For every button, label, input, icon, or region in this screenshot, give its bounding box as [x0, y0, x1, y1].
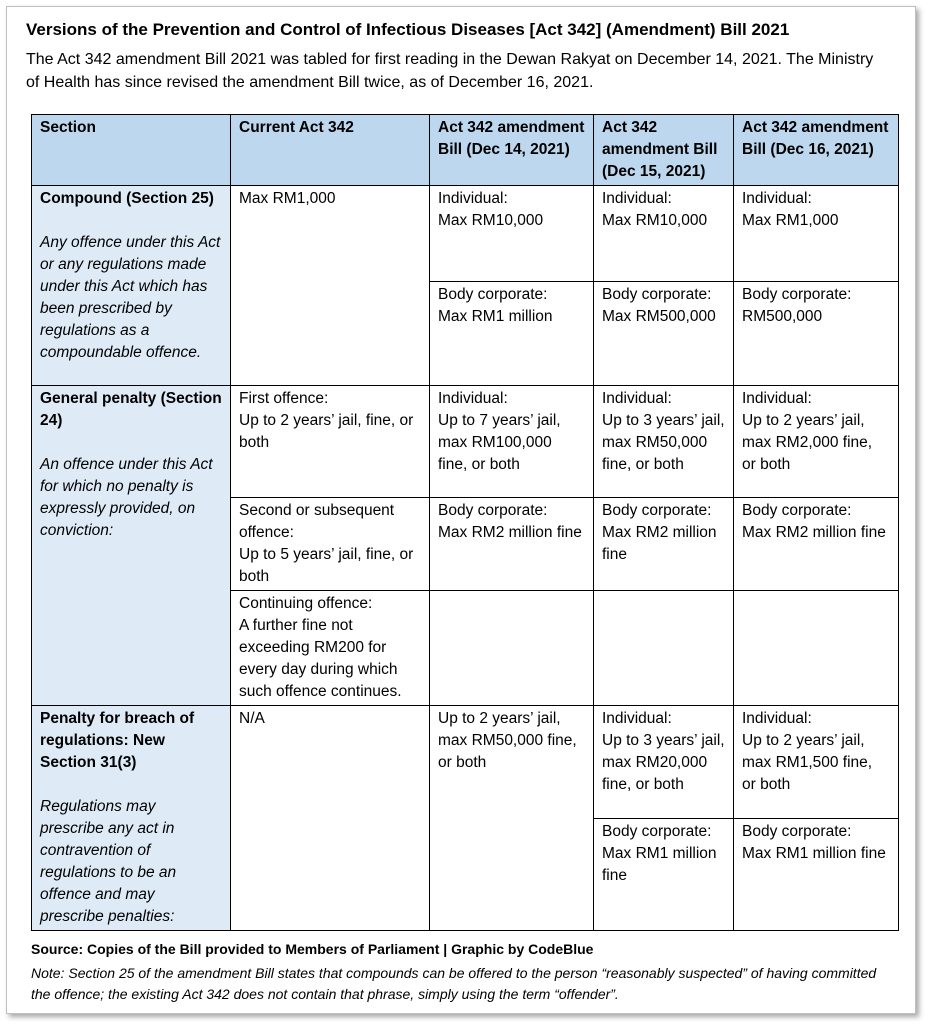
cell-value: Max RM1 million fine: [602, 844, 717, 884]
comparison-table: [31, 114, 899, 931]
cell-compound-ind-dec15: [594, 186, 734, 282]
cell-value: Max RM2 million fine: [742, 524, 886, 541]
cell-label: Second or subsequent offence:: [239, 502, 395, 541]
cell-label: Body corporate:: [742, 502, 852, 519]
header-section: Section: [32, 115, 231, 186]
cell-label: Body corporate:: [602, 502, 712, 519]
cell-label: Individual:: [602, 190, 672, 207]
cell-value: Max RM2 million fine: [602, 524, 717, 563]
cell-label: Individual:: [602, 710, 672, 727]
section-description: Any offence under this Act or any regulations made under this Act which has been prescribed by regulations as a compoundable offence.: [40, 234, 221, 361]
cell-general-continuing-dec16: [734, 591, 899, 706]
cell-value: Max RM1 million: [438, 308, 553, 325]
table-header-row: [32, 115, 899, 186]
cell-general-first-current: [231, 386, 430, 498]
source-line: Source: Copies of the Bill provided to Members of Parliament | Graphic by CodeBlue: [31, 941, 594, 957]
cell-label: Individual:: [438, 190, 508, 207]
cell-label: First offence:: [239, 390, 329, 407]
section-title: General penalty (Section 24): [40, 390, 222, 429]
header-dec16: Act 342 amendment Bill (Dec 16, 2021): [734, 115, 899, 186]
page-title: Versions of the Prevention and Control of Infectious Diseases [Act 342] (Amendment) Bill 2021: [26, 20, 790, 39]
section-title: Penalty for breach of regulations: New Section 31(3): [40, 710, 195, 771]
cell-general-continuing-dec15: [594, 591, 734, 706]
cell-compound-bc-dec15: [594, 282, 734, 386]
cell-compound-bc-dec14: [430, 282, 594, 386]
section-general-penalty: [32, 386, 231, 706]
cell-breach-ind-dec15: [594, 706, 734, 819]
cell-value: Up to 3 years’ jail, max RM50,000 fine, or both: [602, 412, 725, 473]
cell-general-continuing-dec14: [430, 591, 594, 706]
cell-value: A further fine not exceeding RM200 for every day during which such offence continues.: [239, 617, 402, 700]
section-description: Regulations may prescribe any act in contravention of regulations to be an offence and may prescribe penalties:: [40, 798, 177, 925]
cell-value: Max RM500,000: [602, 308, 716, 325]
cell-general-second-dec16: [734, 498, 899, 591]
cell-breach-ind-dec16: [734, 706, 899, 819]
section-breach-regulations: [32, 706, 231, 931]
cell-value: RM500,000: [742, 308, 823, 325]
cell-breach-bc-dec16: [734, 818, 899, 931]
table-row: [32, 386, 899, 498]
cell-value: Up to 3 years’ jail, max RM20,000 fine, or both: [602, 732, 725, 793]
cell-compound-bc-dec16: [734, 282, 899, 386]
section-description: An offence under this Act for which no penalty is expressly provided, on conviction:: [40, 456, 213, 539]
cell-label: Individual:: [742, 390, 812, 407]
footnote: Note: Section 25 of the amendment Bill states that compounds can be offered to the person “reasonably suspected” of having committed the offence; the existing Act 342 does not contain that phrase, simply using the term “offender”.: [31, 965, 877, 1002]
cell-general-second-dec15: [594, 498, 734, 591]
cell-value: Up to 5 years’ jail, fine, or both: [239, 546, 414, 585]
cell-general-first-dec16: [734, 386, 899, 498]
cell-value: Max RM10,000: [438, 212, 544, 229]
cell-compound-current: Max RM1,000: [231, 186, 430, 386]
cell-general-second-dec14: [430, 498, 594, 591]
table-row: [32, 186, 899, 282]
cell-label: Continuing offence:: [239, 595, 373, 612]
cell-value: Max RM1 million fine: [742, 844, 886, 862]
cell-label: Body corporate:: [438, 286, 548, 303]
cell-value: Max RM1,000: [742, 212, 839, 229]
section-compound: [32, 186, 231, 386]
cell-breach-bc-dec15: [594, 818, 734, 931]
cell-general-first-dec14: [430, 386, 594, 498]
header-dec15: Act 342 amendment Bill (Dec 15, 2021): [594, 115, 734, 186]
cell-general-first-dec15: [594, 386, 734, 498]
header-current: Current Act 342: [231, 115, 430, 186]
intro-text: The Act 342 amendment Bill 2021 was tabled for first reading in the Dewan Rakyat on December 14, 2021. The Ministry of Health has since revised the amendment Bill twice, as of December 16, 2021.: [26, 51, 874, 91]
cell-label: Body corporate:: [602, 822, 712, 840]
cell-compound-ind-dec14: [430, 186, 594, 282]
cell-label: Body corporate:: [742, 822, 852, 840]
cell-value: Up to 2 years’ jail, max RM1,500 fine, or both: [742, 732, 873, 793]
cell-label: Body corporate:: [438, 502, 548, 519]
table-row: [32, 706, 899, 819]
cell-value: Up to 2 years’ jail, max RM2,000 fine, or both: [742, 412, 873, 473]
cell-value: Max RM2 million fine: [438, 524, 582, 541]
cell-label: Individual:: [742, 190, 812, 207]
cell-value: Max RM10,000: [602, 212, 708, 229]
cell-general-second-current: [231, 498, 430, 591]
cell-breach-dec14: Up to 2 years’ jail, max RM50,000 fine, or both: [430, 706, 594, 931]
cell-label: Individual:: [742, 710, 812, 727]
cell-label: Body corporate:: [602, 286, 712, 303]
cell-general-continuing-current: [231, 591, 430, 706]
cell-label: Body corporate:: [742, 286, 852, 303]
cell-label: Individual:: [438, 390, 508, 407]
cell-value: Up to 2 years’ jail, fine, or both: [239, 412, 414, 451]
cell-value: Up to 7 years’ jail, max RM100,000 fine, or both: [438, 412, 561, 473]
cell-compound-ind-dec16: [734, 186, 899, 282]
header-dec14: Act 342 amendment Bill (Dec 14, 2021): [430, 115, 594, 186]
cell-label: Individual:: [602, 390, 672, 407]
cell-breach-current: N/A: [231, 706, 430, 931]
section-title: Compound (Section 25): [40, 190, 214, 207]
